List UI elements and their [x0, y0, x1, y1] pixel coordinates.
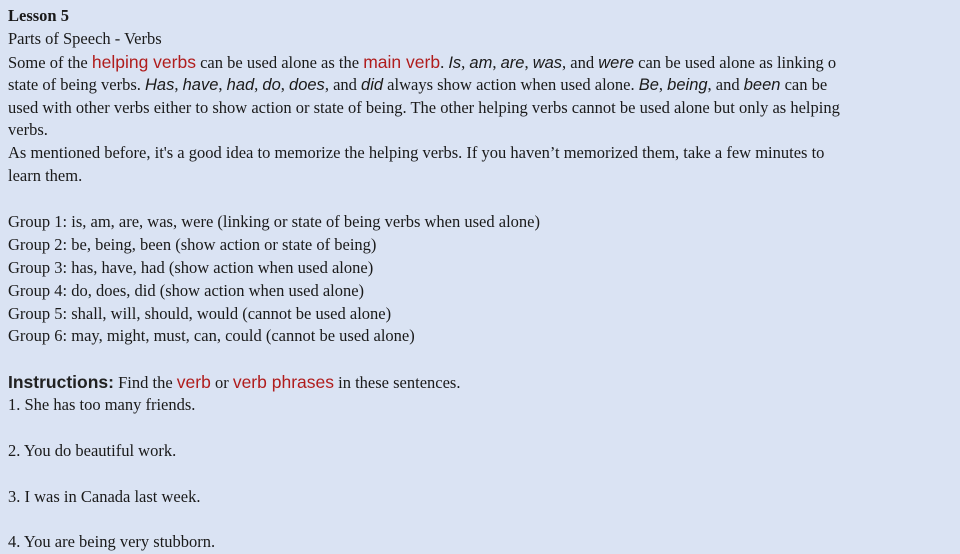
group-5: Group 5: shall, will, should, would (cannot be used alone) — [8, 303, 392, 323]
term-verb-phrases: verb phrases — [232, 372, 334, 393]
sentence-1: 1. She has too many friends. — [8, 395, 196, 415]
term-main-verb: main verb — [363, 51, 441, 72]
group-4: Group 4: do, does, did (show action when used alone) — [8, 280, 365, 300]
sentence-3: 3. I was in Canada last week. — [8, 486, 201, 506]
lesson-subtitle: Parts of Speech - Verbs — [8, 28, 162, 48]
lesson-title: Lesson 5 — [8, 6, 69, 25]
intro-line-4: verbs. — [8, 120, 48, 140]
term-helping-verbs: helping verbs — [91, 51, 196, 72]
intro-line-6: learn them. — [8, 166, 83, 186]
intro-line-5: As mentioned before, it's a good idea to memorize the helping verbs. If you haven’t memorized them, take a few minutes to — [8, 143, 825, 163]
intro-line-2: state of being verbs. Has, have, had, do, does, and did always show action when used alone. Be, being, and been can be — [8, 74, 828, 94]
sentence-4: 4. You are being very stubborn. — [8, 532, 216, 552]
sentence-2: 2. You do beautiful work. — [8, 440, 177, 460]
instructions-label: Instructions: — [8, 372, 114, 393]
intro-line-1: Some of the helping verbs can be used alone as the main verb. Is, am, are, was, and were can be used alone as linking o — [8, 51, 837, 72]
intro-line-3: used with other verbs either to show action or state of being. The other helping verbs cannot be used alone but only as helping — [8, 97, 840, 117]
group-6: Group 6: may, might, must, can, could (cannot be used alone) — [8, 326, 415, 346]
group-3: Group 3: has, have, had (show action when used alone) — [8, 257, 374, 277]
lesson-content — [8, 5, 960, 554]
term-verb: verb — [176, 372, 211, 393]
group-2: Group 2: be, being, been (show action or state of being) — [8, 234, 377, 254]
instructions: Instructions: Find the verb or verb phrases in these sentences. — [8, 372, 461, 393]
group-1: Group 1: is, am, are, was, were (linking or state of being verbs when used alone) — [8, 212, 540, 232]
